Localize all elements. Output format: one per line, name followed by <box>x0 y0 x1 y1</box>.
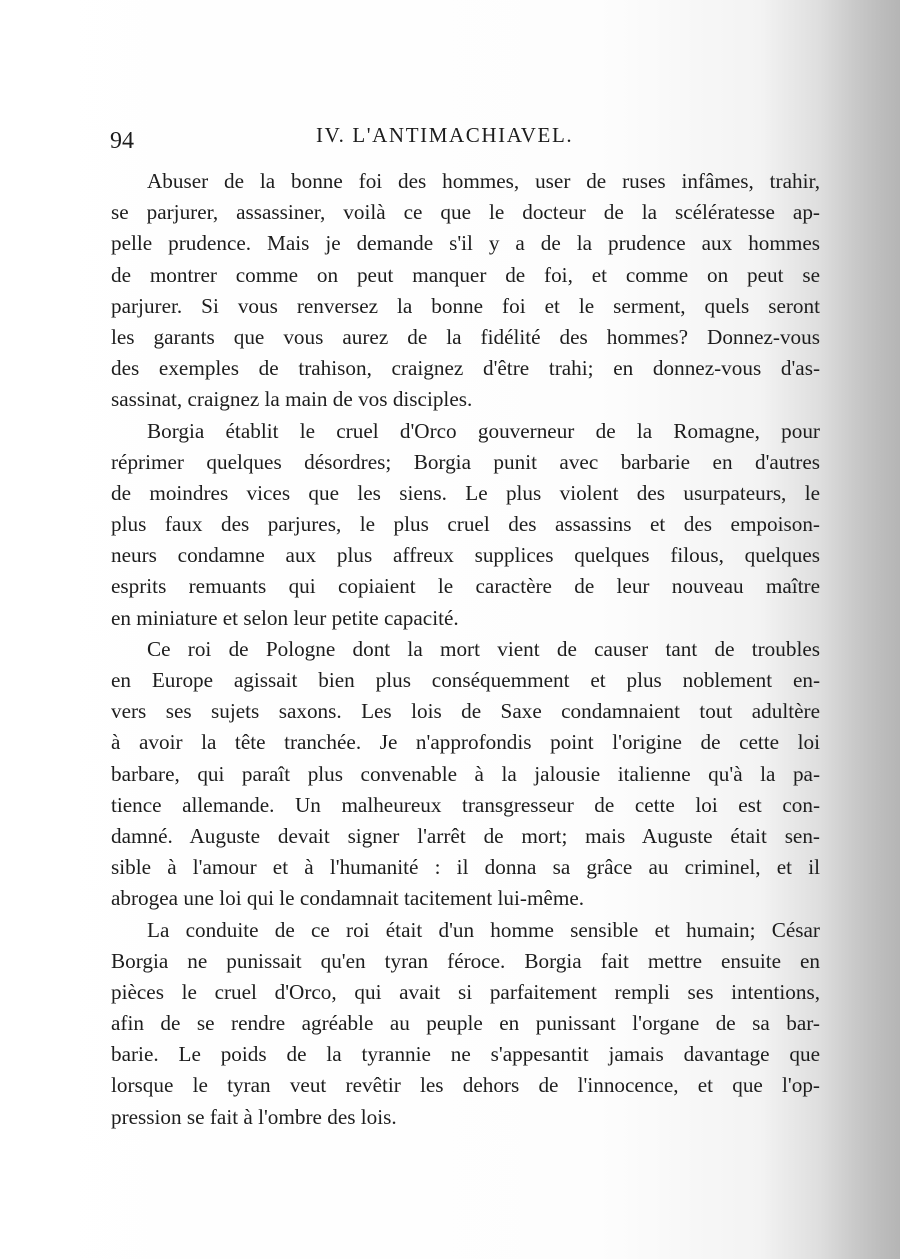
text-line: Borgia établit le cruel d'Orco gouverneur de la Romagne, pour <box>147 418 820 443</box>
text-line: Ce roi de Pologne dont la mort vient de causer tant de troubles <box>147 636 820 661</box>
text-line: les garants que vous aurez de la fidélité des hommes? Donnez-vous <box>111 324 820 349</box>
paragraph <box>111 634 820 915</box>
paragraph <box>111 915 820 1133</box>
text-line: de moindres vices que les siens. Le plus violent des usurpateurs, le <box>111 480 820 505</box>
text-line: Borgia ne punissait qu'en tyran féroce. Borgia fait mettre ensuite en <box>111 948 820 973</box>
text-line: de montrer comme on peut manquer de foi, et comme on peut se <box>111 262 820 287</box>
text-line: se parjurer, assassiner, voilà ce que le docteur de la scélératesse ap- <box>111 200 820 225</box>
paragraph <box>111 166 820 416</box>
text-line: réprimer quelques désordres; Borgia punit avec barbarie en d'autres <box>111 449 820 474</box>
text-line: plus faux des parjures, le plus cruel des assassins et des empoison- <box>111 512 820 537</box>
text-line: neurs condamne aux plus affreux supplices quelques filous, quelques <box>111 543 820 568</box>
text-line: abrogea une loi qui le condamnait tacitement lui-même. <box>111 886 585 911</box>
text-line: damné. Auguste devait signer l'arrêt de mort; mais Auguste était sen- <box>111 823 820 848</box>
body-text <box>111 166 820 1133</box>
text-line: pression se fait à l'ombre des lois. <box>111 1104 397 1129</box>
text-line: esprits remuants qui copiaient le caractère de leur nouveau maître <box>111 574 820 599</box>
text-line: vers ses sujets saxons. Les lois de Saxe condamnaient tout adultère <box>111 699 820 724</box>
paragraph <box>111 416 820 634</box>
page-number: 94 <box>110 128 134 154</box>
text-line: en miniature et selon leur petite capacité. <box>111 605 459 630</box>
running-head-title: IV. L'ANTIMACHIAVEL. <box>316 123 574 147</box>
text-line: sassinat, craignez la main de vos disciples. <box>111 387 473 412</box>
text-line: La conduite de ce roi était d'un homme sensible et humain; César <box>147 917 820 942</box>
text-line: barbare, qui paraît plus convenable à la jalousie italienne qu'à la pa- <box>111 761 820 786</box>
text-line: pelle prudence. Mais je demande s'il y a de la prudence aux hommes <box>111 231 820 256</box>
text-line: afin de se rendre agréable au peuple en punissant l'organe de sa bar- <box>111 1011 820 1036</box>
text-line: parjurer. Si vous renversez la bonne foi et le serment, quels seront <box>111 293 820 318</box>
text-line: des exemples de trahison, craignez d'être trahi; en donnez-vous d'as- <box>111 356 820 381</box>
text-line: pièces le cruel d'Orco, qui avait si parfaitement rempli ses intentions, <box>111 979 820 1004</box>
text-line: lorsque le tyran veut revêtir les dehors de l'innocence, et que l'op- <box>111 1073 820 1098</box>
text-line: barie. Le poids de la tyrannie ne s'appesantit jamais davantage que <box>111 1042 820 1067</box>
text-line: tience allemande. Un malheureux transgresseur de cette loi est con- <box>111 792 820 817</box>
text-line: sible à l'amour et à l'humanité : il donna sa grâce au criminel, et il <box>111 855 820 880</box>
text-line: en Europe agissait bien plus conséquemment et plus noblement en- <box>111 668 820 692</box>
text-line: à avoir la tête tranchée. Je n'approfondis point l'origine de cette loi <box>111 730 820 755</box>
text-line: Abuser de la bonne foi des hommes, user de ruses infâmes, trahir, <box>147 169 820 193</box>
